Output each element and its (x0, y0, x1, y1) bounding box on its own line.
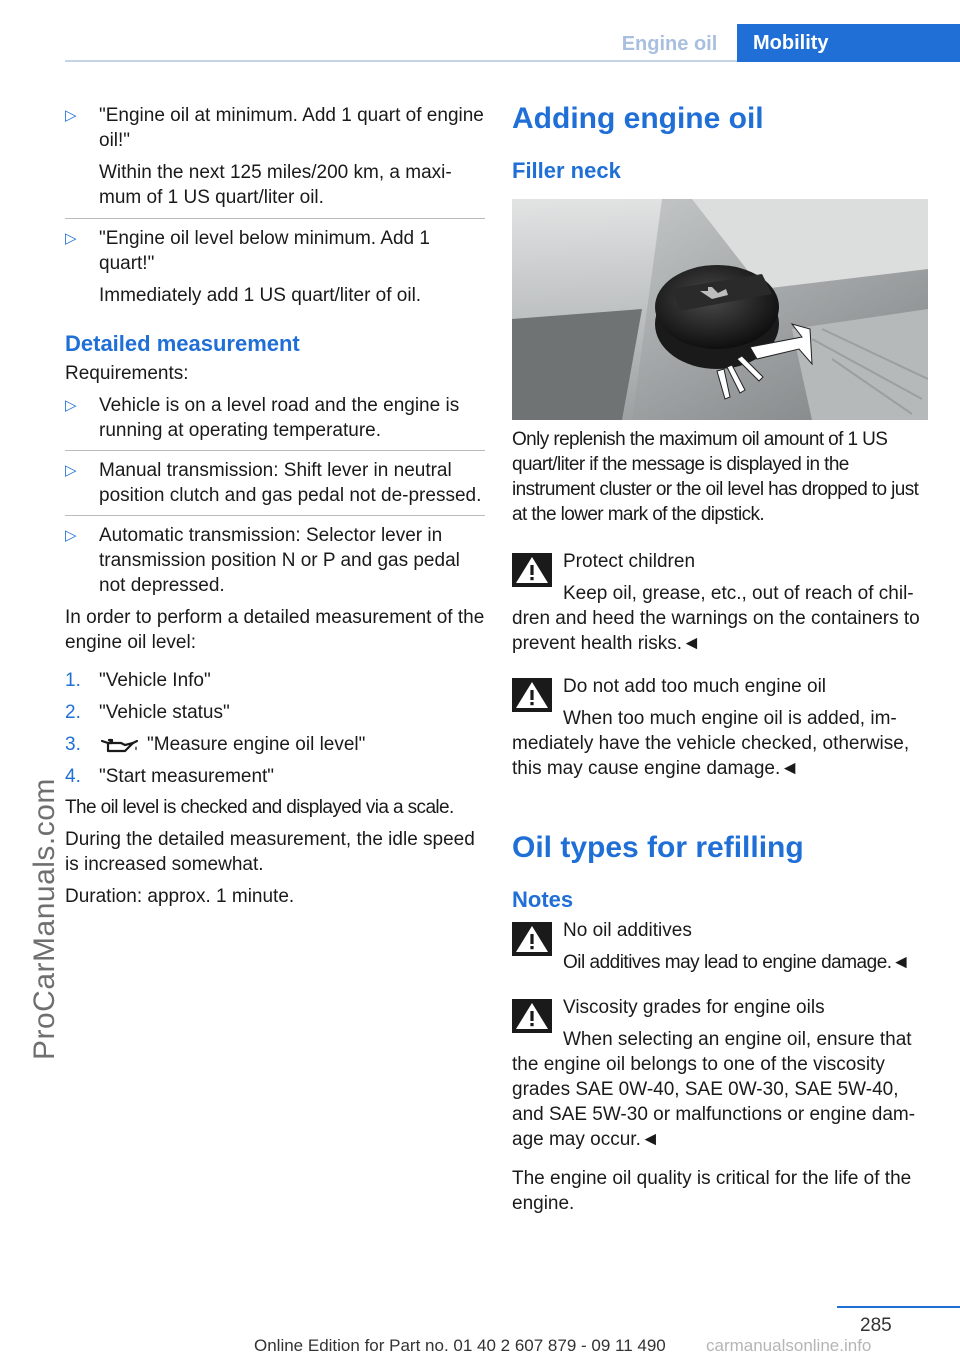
replenish-text: Only replenish the maximum oil amount of 1 US quart/liter if the message is displayed in the instrument cluster or the oil level has dropped to just at the lower mark of the dipstick. (512, 429, 919, 525)
intro-text: In order to perform a detailed measurement of the engine oil level: (65, 607, 485, 653)
warning-triangle-icon (512, 678, 552, 712)
warning-title: Viscosity grades for engine oils (563, 997, 825, 1018)
requirement-item (65, 393, 485, 443)
warning-lead: When selecting an engine oil, ensure that (563, 1029, 912, 1050)
triangle-bullet-icon: ▷ (65, 230, 77, 247)
left-column (65, 103, 485, 909)
warning-block (512, 918, 932, 975)
requirement-item (65, 515, 485, 598)
step-number: 2. (65, 702, 81, 723)
triangle-bullet-icon: ▷ (65, 462, 77, 479)
warning-title: Protect children (563, 551, 696, 572)
warning-triangle-icon (512, 999, 552, 1033)
footer-watermark: carmanualsonline.info (706, 1336, 872, 1355)
oil-can-icon (99, 735, 139, 755)
requirement-text: Vehicle is on a level road and the engine is running at operating temperature. (99, 395, 460, 441)
warning-triangle-icon (512, 922, 552, 956)
message-text: "Engine oil level below minimum. Add 1 quart!" (99, 228, 430, 274)
warning-lead: Keep oil, grease, etc., out of reach of chil- (563, 583, 914, 604)
section-heading-adding: Adding engine oil (512, 102, 764, 135)
requirement-text: Manual transmission: Shift lever in neutral position clutch and gas pedal not de-pressed. (99, 460, 482, 506)
bullet-item (65, 103, 485, 210)
subheading-notes: Notes (512, 887, 574, 912)
edition-footer: Online Edition for Part no. 01 40 2 607 879 - 09 11 490 (254, 1336, 666, 1355)
step-text: "Vehicle status" (99, 702, 230, 723)
warning-title: No oil additives (563, 920, 692, 941)
warning-body: dren and heed the warnings on the containers to prevent health risks.◄ (512, 608, 920, 654)
step-text: "Vehicle Info" (99, 670, 211, 691)
step-number: 4. (65, 766, 81, 787)
requirement-text: Automatic transmission: Selector lever in transmission position N or P and gas pedal not depressed. (99, 525, 460, 596)
list-item (65, 732, 485, 757)
warning-block (512, 674, 932, 781)
warning-body: the engine oil belongs to one of the viscosity grades SAE 0W-40, SAE 0W-30, SAE 5W-40, and SAE 5W-30 or malfunctions or engine dam-age may occur.◄ (512, 1054, 916, 1150)
oil-filler-cap-photo (512, 199, 928, 420)
list-item (65, 700, 485, 725)
triangle-bullet-icon: ▷ (65, 397, 77, 414)
message-text: "Engine oil at minimum. Add 1 quart of engine oil!" (99, 105, 484, 151)
closing-text: The engine oil quality is critical for the life of the engine. (512, 1168, 912, 1214)
list-item (65, 668, 485, 693)
right-column (512, 100, 932, 1216)
triangle-bullet-icon: ▷ (65, 107, 77, 124)
body-text: Duration: approx. 1 minute. (65, 886, 295, 907)
section-heading-detailed: Detailed measurement (65, 331, 300, 356)
warning-lead: When too much engine oil is added, im- (563, 708, 897, 729)
triangle-bullet-icon: ▷ (65, 527, 77, 544)
side-watermark: ProCarManuals.com (28, 778, 61, 1060)
message-detail: Within the next 125 miles/200 km, a maxi-mum of 1 US quart/liter oil. (99, 162, 452, 208)
body-text: During the detailed measurement, the idle speed is increased somewhat. (65, 829, 475, 875)
body-text: The oil level is checked and displayed via a scale. (65, 797, 454, 818)
step-text: "Start measurement" (99, 766, 275, 787)
warning-lead: Oil additives may lead to engine damage.◄ (563, 952, 910, 973)
step-number: 1. (65, 670, 81, 691)
warning-triangle-icon (512, 553, 552, 587)
list-item (65, 764, 485, 789)
warning-title: Do not add too much engine oil (563, 676, 827, 697)
warning-block (512, 549, 932, 656)
steps-list (65, 668, 485, 789)
warning-block (512, 995, 932, 1152)
page-number-rule (837, 1306, 960, 1308)
page-number: 285 (860, 1315, 892, 1336)
bullet-item (65, 218, 485, 308)
header-chapter: Engine oil (621, 33, 718, 55)
section-heading-oil-types: Oil types for refilling (512, 831, 804, 864)
warning-body: mediately have the vehicle checked, otherwise, this may cause engine damage.◄ (512, 733, 910, 779)
header-section-tab: Mobility (737, 24, 960, 62)
step-text: "Measure engine oil level" (147, 734, 366, 755)
message-detail: Immediately add 1 US quart/liter of oil. (99, 285, 422, 306)
requirements-label: Requirements: (65, 363, 189, 384)
requirement-item (65, 450, 485, 508)
step-number: 3. (65, 734, 81, 755)
subheading-filler-neck: Filler neck (512, 158, 621, 183)
